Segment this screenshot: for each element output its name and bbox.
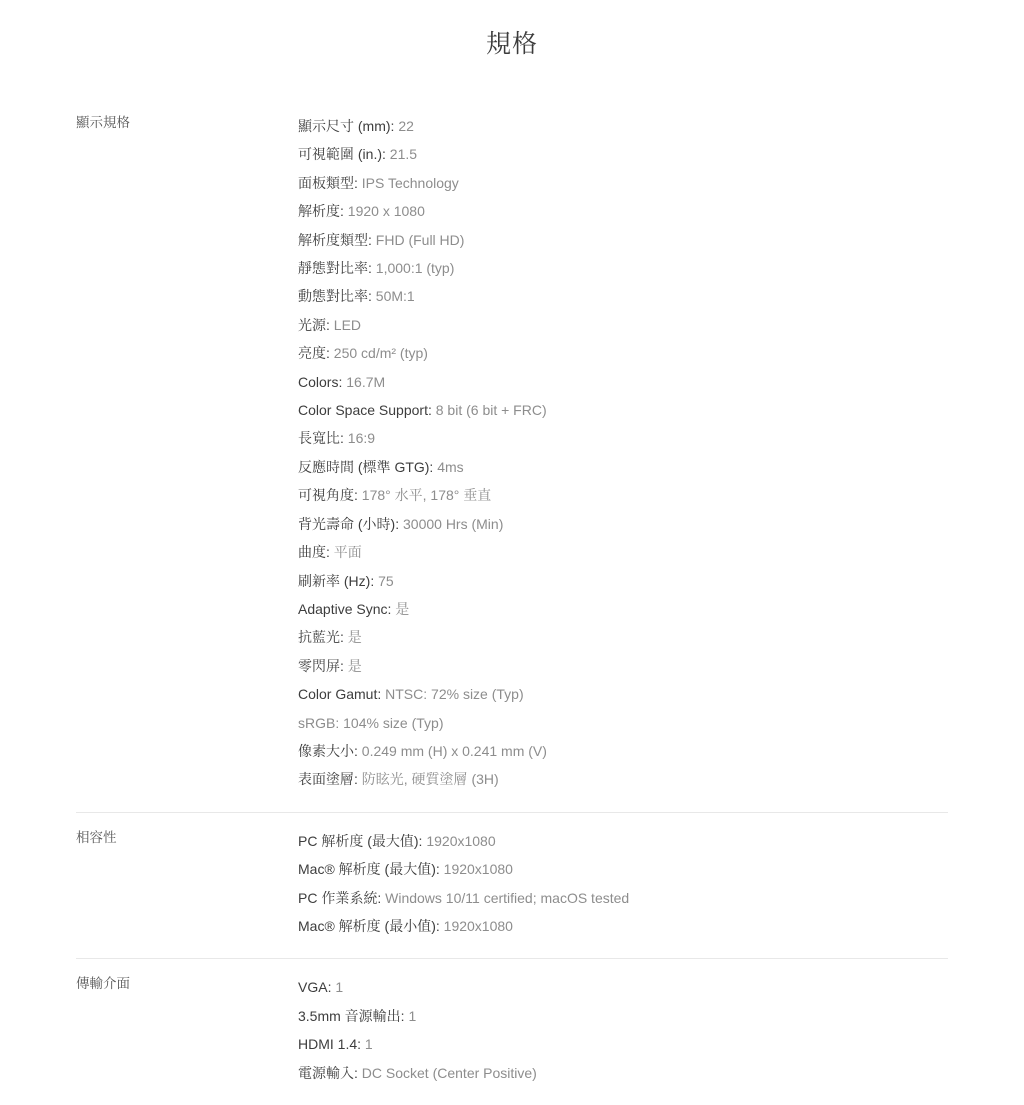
spec-row-label: 像素大小:	[298, 742, 358, 759]
spec-row-label: 面板類型:	[298, 174, 358, 191]
spec-row	[298, 567, 948, 595]
spec-row	[298, 226, 948, 254]
spec-group-title: 相容性	[76, 829, 117, 845]
spec-row-label: 可視範圍 (in.):	[298, 146, 386, 163]
spec-page	[0, 24, 1024, 1081]
spec-group-rows	[298, 959, 948, 1105]
page-title: 規格	[485, 30, 538, 58]
spec-row-value: 1920x1080	[443, 917, 513, 934]
spec-row-label: 表面塗層:	[298, 771, 358, 788]
spec-group-rows	[298, 812, 948, 959]
spec-row	[298, 884, 948, 912]
spec-group-title: 傳輸介面	[76, 976, 130, 992]
spec-row-label: 亮度:	[298, 345, 330, 362]
spec-row	[298, 709, 948, 737]
spec-row-value: 是	[347, 657, 362, 674]
spec-row	[298, 282, 948, 310]
spec-row	[298, 311, 948, 339]
spec-row-value: 防眩光, 硬質塗層 (3H)	[361, 771, 499, 788]
spec-row-value: 1920x1080	[443, 861, 513, 878]
spec-row-value: 75	[378, 572, 394, 589]
spec-row-value: FHD (Full HD)	[375, 231, 465, 248]
spec-row-label: 刷新率 (Hz):	[298, 572, 375, 589]
spec-row	[298, 973, 948, 1001]
spec-row-label: 動態對比率:	[298, 288, 372, 305]
spec-row	[298, 254, 948, 282]
spec-row	[298, 765, 948, 793]
spec-row-label: 抗藍光:	[298, 629, 344, 646]
spec-row	[298, 339, 948, 367]
spec-row-label: VGA:	[298, 979, 332, 996]
spec-row	[298, 855, 948, 883]
spec-row-value: 8 bit (6 bit + FRC)	[435, 402, 547, 419]
spec-row	[298, 623, 948, 651]
spec-row-label: 顯示尺寸 (mm):	[298, 118, 395, 134]
spec-row-label: PC 作業系統:	[298, 889, 382, 906]
spec-row-label: 可視角度:	[298, 487, 358, 504]
spec-row	[298, 827, 948, 855]
spec-group	[76, 98, 948, 812]
spec-row-value: Windows 10/11 certified; macOS tested	[385, 889, 630, 906]
spec-row-value: 0.249 mm (H) x 0.241 mm (V)	[361, 742, 547, 759]
spec-row-label: HDMI 1.4:	[298, 1036, 362, 1053]
spec-row-label: Colors:	[298, 373, 343, 390]
spec-row	[298, 140, 948, 168]
spec-row-value: 16.7M	[346, 373, 386, 390]
spec-row-label: 光源:	[298, 316, 330, 333]
spec-group-title: 顯示規格	[76, 115, 130, 130]
spec-row	[298, 1002, 948, 1030]
spec-row	[298, 595, 948, 623]
spec-row-value: DC Socket (Center Positive)	[361, 1064, 537, 1081]
spec-row	[298, 453, 948, 481]
spec-row-value: 1920 x 1080	[347, 203, 425, 220]
spec-row-value: 22	[398, 118, 414, 134]
spec-row-label: 電源輸入:	[298, 1064, 358, 1081]
spec-row-value: 50M:1	[375, 288, 415, 305]
spec-row-value: 1	[408, 1007, 417, 1024]
spec-row-value: 178° 水平, 178° 垂直	[361, 487, 492, 504]
spec-row	[298, 737, 948, 765]
spec-row	[298, 680, 948, 708]
spec-row-value: sRGB: 104% size (Typ)	[298, 714, 444, 731]
spec-row-label: 解析度類型:	[298, 231, 372, 248]
spec-row-value: 1920x1080	[426, 832, 496, 849]
spec-row-label: Color Space Support:	[298, 402, 432, 419]
spec-row-value: 1	[335, 979, 344, 996]
spec-row-label: 解析度:	[298, 203, 344, 220]
spec-row-value: 平面	[333, 544, 362, 561]
spec-row	[298, 652, 948, 680]
spec-row-label: Mac® 解析度 (最大值):	[298, 861, 440, 878]
spec-row-label: 背光壽命 (小時):	[298, 515, 400, 532]
spec-row-value: 1	[364, 1036, 373, 1053]
spec-row	[298, 1059, 948, 1087]
spec-row-label: Adaptive Sync:	[298, 600, 392, 617]
spec-row	[298, 112, 948, 140]
spec-row-label: 3.5mm 音源輸出:	[298, 1007, 405, 1024]
spec-row	[298, 197, 948, 225]
spec-row	[298, 1030, 948, 1058]
spec-row-value: 30000 Hrs (Min)	[403, 515, 504, 532]
spec-row-value: 250 cd/m² (typ)	[333, 345, 428, 362]
spec-row-label: 長寬比:	[298, 430, 344, 447]
spec-row	[298, 396, 948, 424]
spec-row	[298, 912, 948, 940]
spec-row-label: Color Gamut:	[298, 686, 382, 703]
spec-row-label: 曲度:	[298, 544, 330, 561]
spec-row	[298, 538, 948, 566]
spec-row-value: 是	[395, 600, 410, 617]
spec-row-value: IPS Technology	[361, 174, 459, 191]
spec-group	[76, 959, 948, 1105]
spec-row-value: LED	[333, 316, 362, 333]
spec-row	[298, 368, 948, 396]
spec-row-label: 反應時間 (標準 GTG):	[298, 458, 434, 475]
spec-row-label: Mac® 解析度 (最小值):	[298, 917, 440, 934]
spec-row-value: 是	[347, 629, 362, 646]
spec-row-label: 靜態對比率:	[298, 260, 372, 277]
spec-row-label: PC 解析度 (最大值):	[298, 832, 423, 849]
spec-row-value: 16:9	[347, 430, 376, 447]
specifications-body	[76, 98, 948, 1105]
spec-row-value: 21.5	[389, 146, 418, 163]
spec-group-rows	[298, 98, 948, 812]
specifications-table	[76, 98, 948, 1105]
spec-row-label: 零閃屏:	[298, 657, 344, 674]
spec-row	[298, 424, 948, 452]
spec-row	[298, 510, 948, 538]
spec-row	[298, 169, 948, 197]
spec-group	[76, 812, 948, 959]
spec-row-value: NTSC: 72% size (Typ)	[385, 686, 524, 703]
spec-row-value: 1,000:1 (typ)	[375, 260, 455, 277]
spec-row-value: 4ms	[437, 458, 464, 475]
spec-row	[298, 481, 948, 509]
